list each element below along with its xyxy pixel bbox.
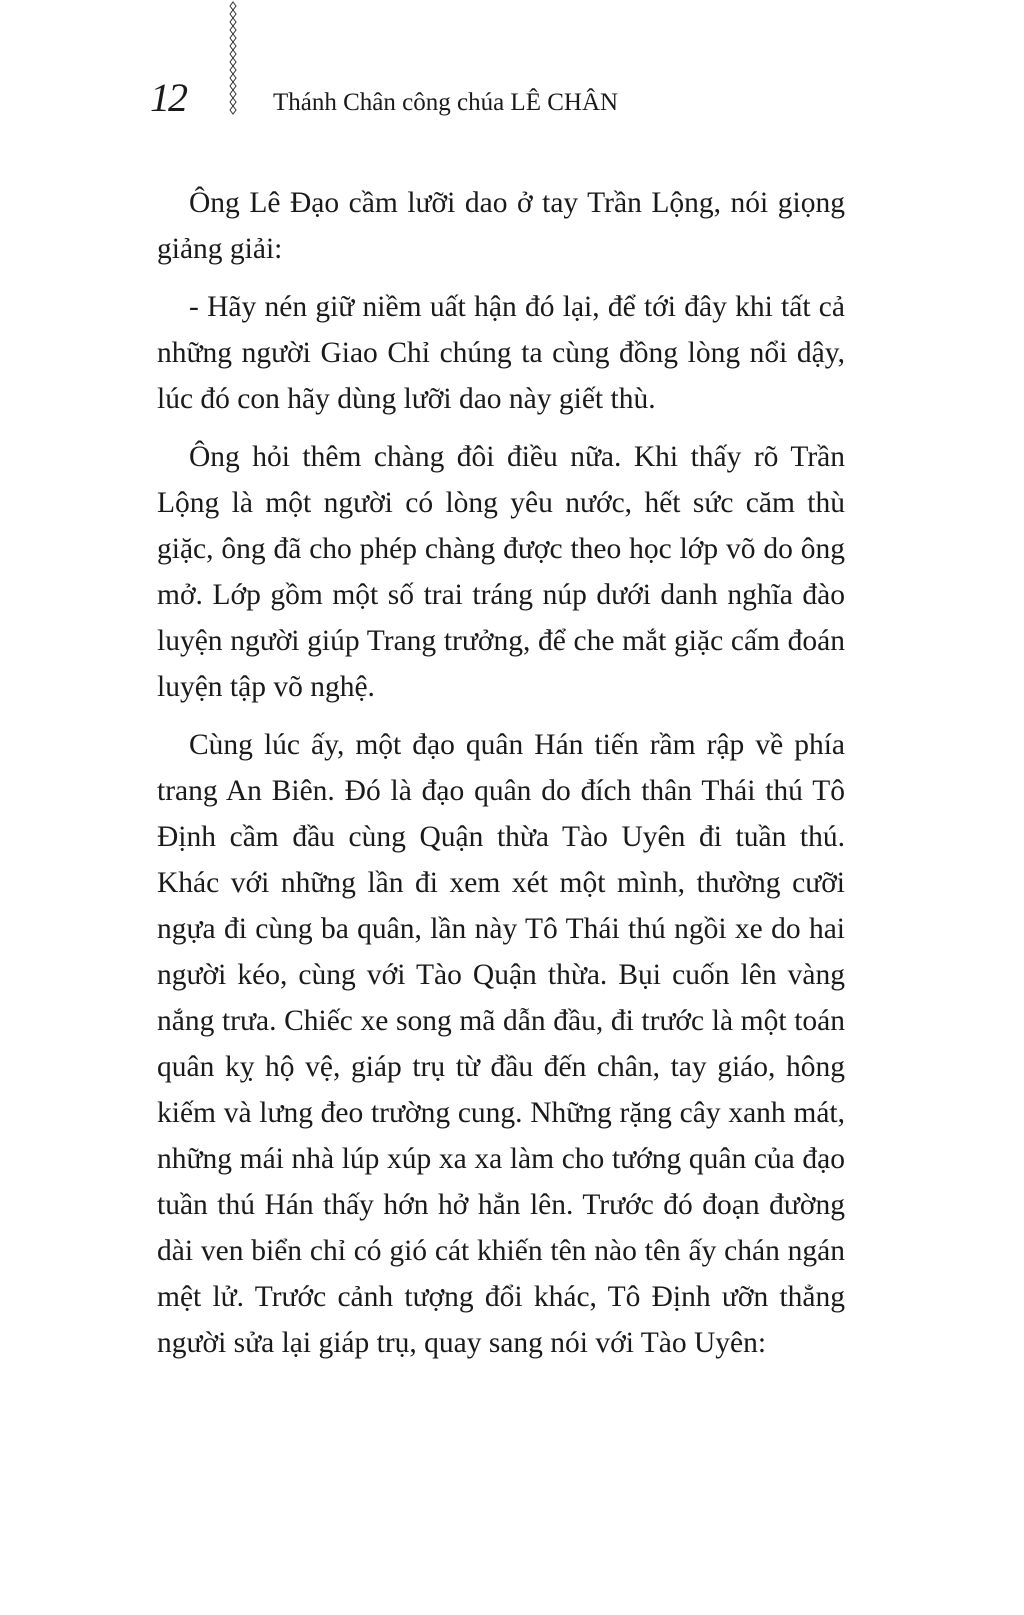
paragraph: - Hãy nén giữ niềm uất hận đó lại, để tới đây khi tất cả những người Giao Chỉ chúng ta cùng đồng lòng nổi dậy, lúc đó con hãy dùng lưỡi dao này giết thù. (157, 291, 845, 415)
running-title: Thánh Chân công chúa LÊ CHÂN (273, 89, 619, 116)
paragraph: Ông Lê Đạo cầm lưỡi dao ở tay Trần Lộng, nói giọng giảng giải: (157, 187, 845, 265)
page-number: 12 (150, 75, 186, 120)
vertical-ornament (229, 0, 237, 116)
paragraph: Cùng lúc ấy, một đạo quân Hán tiến rầm rập về phía trang An Biên. Đó là đạo quân do đích thân Thái thú Tô Định cầm đầu cùng Quận thừa Tào Uyên đi tuần thú. Khác với những lần đi xem xét một mình, thường cưỡi ngựa đi cùng ba quân, lần này Tô Thái thú ngồi xe do hai người kéo, cùng với Tào Quận thừa. Bụi cuốn lên vàng nắng trưa. Chiếc xe song mã dẫn đầu, đi trước là một toán quân kỵ hộ vệ, giáp trụ từ đầu đến chân, tay giáo, hông kiếm và lưng đeo trường cung. Những rặng cây xanh mát, những mái nhà lúp xúp xa xa làm cho tướng quân của đạo tuần thú Hán thấy hớn hở hẳn lên. Trước đó đoạn đường dài ven biển chỉ có gió cát khiến tên nào tên ấy chán ngán mệt lử. Trước cảnh tượng đổi khác, Tô Định ưỡn thẳng người sửa lại giáp trụ, quay sang nói với Tào Uyên: (157, 729, 845, 1359)
body-text (157, 180, 845, 1366)
paragraph: Ông hỏi thêm chàng đôi điều nữa. Khi thấy rõ Trần Lộng là một người có lòng yêu nước, hết sức căm thù giặc, ông đã cho phép chàng được theo học lớp võ do ông mở. Lớp gồm một số trai tráng núp dưới danh nghĩa đào luyện người giúp Trang trưởng, để che mắt giặc cấm đoán luyện tập võ nghệ. (157, 441, 845, 703)
